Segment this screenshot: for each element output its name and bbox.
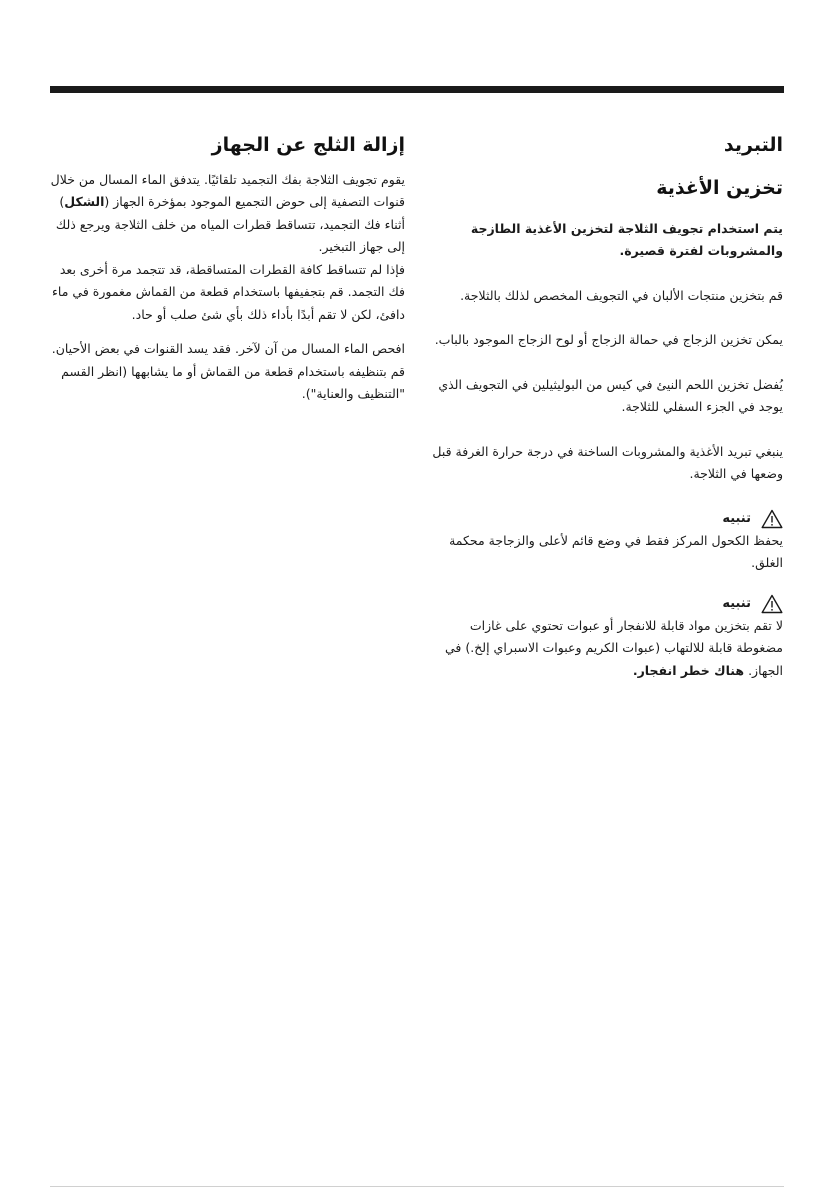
caution-header [431, 508, 783, 530]
figure-reference: الشكل [64, 194, 105, 210]
caution-header [431, 593, 783, 615]
defrost-text: يقوم تجويف الثلاجة بفك التجميد تلقائيًا. يتدفق الماء المسال من خلال قنوات التصفية إلى حوض التجميع الموجود بمؤخرة الجهاز ( [50, 171, 405, 210]
caution-body: لا تقم بتخزين مواد قابلة للانفجار أو عبوات تحتوي على غازات مضغوطة قابلة للالتهاب (عبوات الكريم وعبوات الاسبراي إلخ.) في الجهاز. [445, 617, 783, 678]
caution-label: تنبيه [722, 595, 751, 611]
meat-paragraph: يُفضل تخزين اللحم النيئ في كيس من البوليثيلين في التجويف الذي يوجد في الجزء السفلي للثلاجة. [438, 376, 783, 415]
storage-intro: يتم استخدام تجويف الثلاجة لتخزين الأغذية الطازجة والمشروبات لفترة قصيرة. [470, 220, 783, 259]
caution-block-alcohol [431, 508, 783, 575]
dairy-paragraph: قم بتخزين منتجات الألبان في التجويف المخصص لذلك بالثلاجة. [460, 287, 783, 303]
caution-label: تنبيه [722, 510, 751, 526]
refrigeration-title: التبريد [723, 134, 783, 156]
defrosting-column [49, 126, 405, 406]
defrost-paragraph-1 [49, 169, 405, 214]
top-divider [50, 86, 784, 93]
hot-food-paragraph: ينبغي تبريد الأغذية والمشروبات الساخنة في درجة حرارة الغرفة قبل وضعها في الثلاجة. [432, 443, 783, 482]
bottom-divider [50, 1186, 784, 1187]
glass-paragraph: يمكن تخزين الزجاج في حمالة الزجاج أو لوح الزجاج الموجود بالباب. [434, 332, 783, 348]
warning-triangle-icon [761, 509, 783, 529]
food-storage-subtitle: تخزين الأغذية [656, 176, 783, 199]
defrost-text-end: ) [59, 194, 65, 210]
caution-text [431, 615, 783, 683]
caution-text: يحفظ الكحول المركز فقط في وضع قائم لأعلى والزجاجة محكمة الغلق. [449, 532, 783, 571]
defrost-paragraph-3: فإذا لم تتساقط كافة القطرات المتساقطة، قد تتجمد مرة أخرى بعد فك التجمد. قم بتجفيفها باستخدام قطعة من القماش مغمورة في ماء دافئ، لكن لا تقم أبدًا بأداء ذلك بأي شئ صلب أو حاد. [52, 261, 405, 322]
warning-triangle-icon [761, 594, 783, 614]
defrost-paragraph-2: أثناء فك التجميد، تتساقط قطرات المياه من خلف الثلاجة ويرجع ذلك إلى جهاز التبخير. [55, 216, 405, 255]
refrigeration-column [431, 126, 783, 700]
defrost-paragraph-4: افحص الماء المسال من آن لآخر. فقد يسد القنوات في بعض الأحيان. قم بتنظيفه باستخدام قطعة من القماش أو ما يشابهها (انظر القسم "التنظيف والعناية"). [51, 341, 405, 402]
caution-block-explosives [431, 593, 783, 683]
explosion-warning: هناك خطر انفجار. [632, 662, 745, 678]
defrosting-title: إزالة الثلج عن الجهاز [211, 134, 405, 156]
